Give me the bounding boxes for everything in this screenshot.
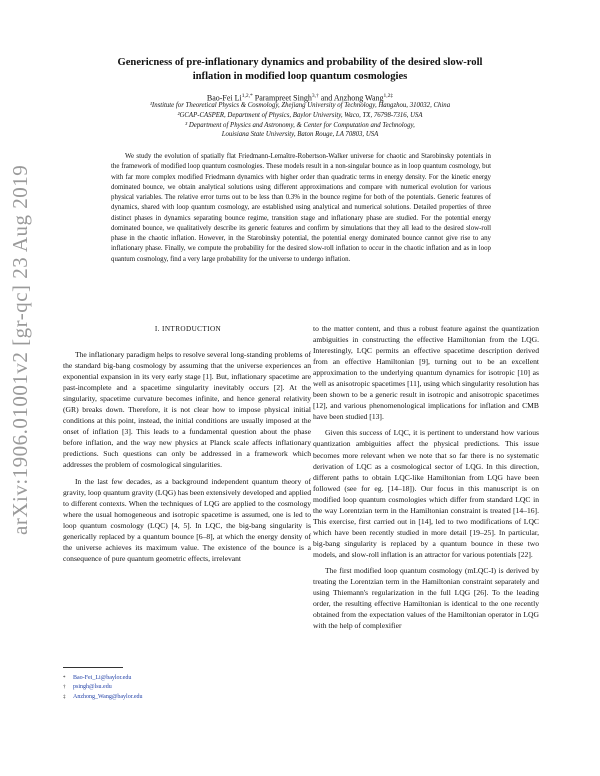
affiliation-1: ¹Institute for Theoretical Physics & Cosmology, Zhejiang University of Technology, Hangzhou, 310032, China <box>149 102 451 109</box>
author-3: Anzhong Wang <box>333 93 384 103</box>
author-1: Bao-Fei Li <box>206 93 242 103</box>
right-column <box>313 323 539 636</box>
right-paragraph-3: The first modified loop quantum cosmology (mLQC-I) is derived by treating the Lorentzian term in the Hamiltonian constraint separately and using Thiemann's regularization in the full LQG [26]. To the leading order, the resulting effective Hamiltonian is identical to the one recently obtained from the expectation values of the Hamiltonian operator in LQG with the help of complexifier <box>313 565 539 631</box>
right-paragraph-2: Given this success of LQC, it is pertinent to understand how various quantization ambiguities affect the physical predictions. This issue becomes more relevant when we note that so far there is no systematic derivation of LQC as a cosmological sector of LQG. In this direction, different paths to obtain LQC-like Hamiltonian from LQG have been followed (see for eg. [14–18]). Our focus in this manuscript is on modified loop quantum cosmologies which differ from standard LQC in the way Lorentzian term in the Hamiltonian constraint is treated [14–16]. This exercise, first carried out in [14], led to two modifications of LQC which have been recently studied in more detail [19–25]. In particular, big-bang singularity is replaced by a quantum bounce in these two models, and slow-roll inflation is an attractor for various potentials [22]. <box>313 428 539 559</box>
footnote <box>63 693 311 702</box>
affiliation-2: ²GCAP-CASPER, Department of Physics, Baylor University, Waco, TX, 76798-7316, USA <box>177 111 423 119</box>
footnote <box>63 683 311 692</box>
footnote <box>63 674 311 683</box>
footnote-rule <box>63 667 123 668</box>
author-1-sup: 1,2,* <box>241 93 253 99</box>
author-3-sup: 1,2‡ <box>383 93 394 99</box>
paper-title <box>60 56 540 84</box>
author-2: Parampreet Singh <box>254 93 312 103</box>
right-paragraph-1: to the matter content, and thus a robust feature against the quantization ambiguities in constructing the effective Hamiltonian from the LQG. Interestingly, LQC permits an effective spacetime description derived from an effective Hamiltonian [9], turning out to be an excellent approximation to the underlying quantum dynamics for isotropic [10] as well as anisotropic spacetimes [11], using which singularity resolution has been shown to be a generic result in isotropic and anisotropic spacetimes [12], and various phenomenological implications for inflation and CMB have been studied [13]. <box>313 324 539 422</box>
left-paragraph-1: The inflationary paradigm helps to resolve several long-standing problems of the standard big-bang cosmology by assuming that the universe experiences an exponential expansion in its very early stage [1]. But, inflationary spacetime are past-incomplete and a spacetime singularity inevitably occurs [2]. At the singularity, spacetime curvature becomes infinite, and hence general relativity (GR) breaks down. Therefore, it is not clear how to impose physical initial conditions at this point, instead, the initial conditions are usually imposed at the onset of inflation [3]. This leads to a fundamental question about the phase before inflation, and the way new physics at Planck scale affects inflationary predictions. Such questions can only be addressed in a framework which addresses the problem of cosmological singularities. <box>63 350 311 470</box>
footnotes <box>63 674 311 702</box>
abstract: We study the evolution of spatially flat Friedmann-Lemaître-Robertson-Walker universe for chaotic and Starobinsky potentials in the framework of modified loop quantum cosmologies. These models result in a non-singular bounce as in loop quantum cosmology, but with far more complex modified Friedmann dynamics with higher order than quadratic terms in energy density. For the kinetic energy dominated bounce, we obtain analytical solutions using different approximations and compare with numerical evolution for various physical variables. The relative error turns out to be less than 0.3% in the bounce regime for both of the potentials. Generic features of dynamics, shared with loop quantum cosmology, are established using analytical and numerical solutions. Detailed properties of three distinct phases in dynamics separating bounce regime, transition stage and inflationary phase are studied. For the potential energy dominated bounce, we qualitatively describe its generic features and confirm by simulations that they all lead to the desired slow-roll phase in the chaotic inflation. However, in the Starobinsky potential, the potential energy dominated bounce cannot give rise to any inflationary phase. Finally, we compute the probability for the desired slow-roll inflation to occur in the chaotic inflation and as in loop quantum cosmology, find a very large probability for the universe to undergo inflation. <box>111 153 491 263</box>
footnote-mark: * <box>63 676 66 681</box>
section-heading: I. INTRODUCTION <box>154 325 222 333</box>
footnote-email-link[interactable]: Bao-Fei_Li@baylor.edu <box>73 675 132 681</box>
left-paragraph-2: In the last few decades, as a background independent quantum theory of gravity, loop quantum gravity (LQG) has been extensively developed and applied to different contexts. When the techniques of LQG are applied to the cosmology where the usual homogeneous and isotropic spacetime is assumed, one is led to loop quantum cosmology (LQC) [4, 5]. In LQC, the big-bang singularity is generically replaced by a quantum bounce [6–8], at which the energy density of the universe achieves its maximum value. The existence of the bounce is a consequence of pure quantum geometric effects, irrelevant <box>63 476 311 563</box>
title-line-2: inflation in modified loop quantum cosmologies <box>192 71 408 82</box>
author-2-sup: 3,† <box>311 93 319 99</box>
footnote-email-link[interactable]: psingh@lsu.edu <box>73 684 112 691</box>
left-column <box>63 349 311 569</box>
arxiv-stamp[interactable]: arXiv:1906.01001v2 [gr-qc] 23 Aug 2019 <box>8 164 32 535</box>
affiliation-3: ³ Department of Physics and Astronomy, & Center for Computation and Technology, <box>185 121 415 129</box>
footnote-email-link[interactable]: Anzhong_Wang@baylor.edu <box>73 693 143 700</box>
title-line-1: Genericness of pre-inflationary dynamics and probability of the desired slow-roll <box>117 57 483 68</box>
footnote-mark: ‡ <box>63 694 66 700</box>
author-and: and <box>320 93 333 103</box>
affiliation-3-cont: Louisiana State University, Baton Rouge, LA 70803, USA <box>221 131 379 139</box>
affiliations <box>60 101 540 140</box>
footnote-mark: † <box>63 685 66 691</box>
